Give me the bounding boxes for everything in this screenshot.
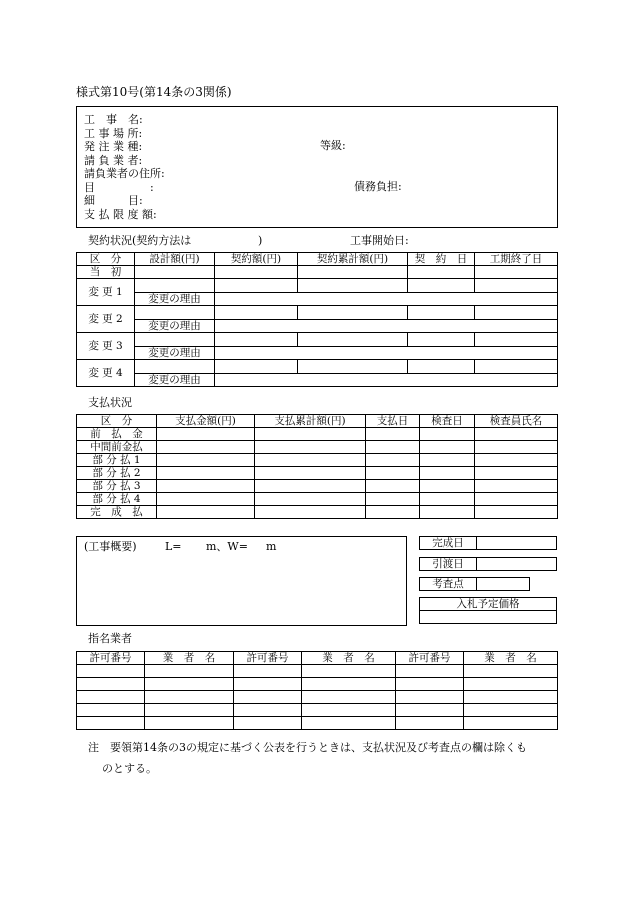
header-cell: 検査日 <box>420 415 475 428</box>
change-label: 変 更 3 <box>77 333 135 360</box>
contract-table <box>76 252 558 387</box>
change-label: 変 更 1 <box>77 279 135 306</box>
table-row <box>77 454 558 467</box>
table-row <box>77 704 558 717</box>
delivery-date-label: 引渡日 <box>420 558 477 571</box>
planned-price-box <box>419 597 557 624</box>
header-cell: 許可番号 <box>396 652 464 665</box>
table-row <box>77 292 558 306</box>
table-row <box>77 415 558 428</box>
table-row <box>77 441 558 454</box>
table-row <box>77 266 558 279</box>
payment-row-label: 部 分 払 2 <box>77 467 157 480</box>
table-row <box>77 480 558 493</box>
payment-section-label: 支払状況 <box>88 396 132 409</box>
table-row <box>77 665 558 678</box>
table-row <box>77 253 558 266</box>
planned-price-label: 入札予定価格 <box>420 598 557 611</box>
label-project-name: 工 事 名: <box>84 113 143 126</box>
table-row <box>77 360 558 374</box>
label-contractor-address: 請負業者の住所: <box>84 167 165 180</box>
reason-label: 変更の理由 <box>135 373 215 387</box>
table-row <box>77 373 558 387</box>
table-row <box>77 691 558 704</box>
table-row <box>77 346 558 360</box>
header-cell: 区 分 <box>77 253 135 266</box>
header-cell: 業 者 名 <box>464 652 558 665</box>
header-cell: 契約累計額(円) <box>298 253 408 266</box>
table-row <box>77 493 558 506</box>
delivery-date-box <box>419 557 557 571</box>
payment-row-label: 前 払 金 <box>77 428 157 441</box>
header-cell: 工期終了日 <box>475 253 558 266</box>
eval-points-box <box>419 577 530 591</box>
payment-row-label: 部 分 払 1 <box>77 454 157 467</box>
note-line-1: 注 要領第14条の3の規定に基づく公表を行うときは、支払状況及び考査点の欄は除くも <box>88 741 527 754</box>
eval-points-label: 考査点 <box>420 578 477 591</box>
payment-row-label: 中間前金払 <box>77 441 157 454</box>
header-cell: 許可番号 <box>77 652 145 665</box>
debt-label: 債務負担: <box>354 180 402 193</box>
header-cell: 契約額(円) <box>215 253 298 266</box>
header-cell: 支払日 <box>366 415 420 428</box>
table-row <box>77 717 558 730</box>
payment-table <box>76 414 558 519</box>
overview-width-label: m、W= <box>206 540 248 553</box>
label-item: 目 : <box>84 180 154 194</box>
reason-label: 変更の理由 <box>135 292 215 306</box>
start-date-label: 工事開始日: <box>350 234 409 247</box>
overview-label: (工事概要) <box>84 540 137 553</box>
table-row <box>77 506 558 519</box>
table-row <box>77 428 558 441</box>
table-row <box>77 319 558 333</box>
table-row <box>77 652 558 665</box>
designated-table <box>76 651 558 730</box>
label-payment-limit: 支 払 限 度 額: <box>84 207 157 221</box>
header-cell: 業 者 名 <box>145 652 234 665</box>
header-cell: 許可番号 <box>234 652 302 665</box>
grade-label: 等級: <box>320 139 346 152</box>
overview-m-unit: m <box>266 540 277 553</box>
contract-section-label: 契約状況(契約方法は <box>88 234 192 247</box>
label-subitem: 細 目: <box>84 194 143 207</box>
note-line-2: のとする。 <box>102 762 157 775</box>
payment-row-label: 部 分 払 4 <box>77 493 157 506</box>
project-labels <box>84 113 165 221</box>
designated-section-label: 指名業者 <box>88 632 132 645</box>
initial-label: 当 初 <box>77 266 135 279</box>
completion-date-box <box>419 536 557 550</box>
table-row <box>77 467 558 480</box>
label-contractor: 請 負 業 者: <box>84 153 143 167</box>
overview-length-label: L= <box>165 540 182 553</box>
contract-close-paren: ) <box>258 234 263 247</box>
label-industry: 発 注 業 種: <box>84 140 143 153</box>
header-cell: 設計額(円) <box>135 253 215 266</box>
table-row <box>77 306 558 320</box>
completion-date-label: 完成日 <box>420 537 477 550</box>
form-title: 様式第10号(第14条の3関係) <box>76 85 232 99</box>
table-row <box>77 333 558 347</box>
label-site: 工 事 場 所: <box>84 126 143 140</box>
reason-label: 変更の理由 <box>135 319 215 333</box>
change-label: 変 更 2 <box>77 306 135 333</box>
payment-row-label: 完 成 払 <box>77 506 157 519</box>
header-cell: 支払累計額(円) <box>255 415 366 428</box>
change-label: 変 更 4 <box>77 360 135 387</box>
table-row <box>77 678 558 691</box>
header-cell: 支払金額(円) <box>157 415 255 428</box>
header-cell: 業 者 名 <box>302 652 396 665</box>
header-cell: 契 約 日 <box>408 253 475 266</box>
header-cell: 検査員氏名 <box>475 415 558 428</box>
header-cell: 区 分 <box>77 415 157 428</box>
reason-label: 変更の理由 <box>135 346 215 360</box>
table-row <box>77 279 558 293</box>
payment-row-label: 部 分 払 3 <box>77 480 157 493</box>
